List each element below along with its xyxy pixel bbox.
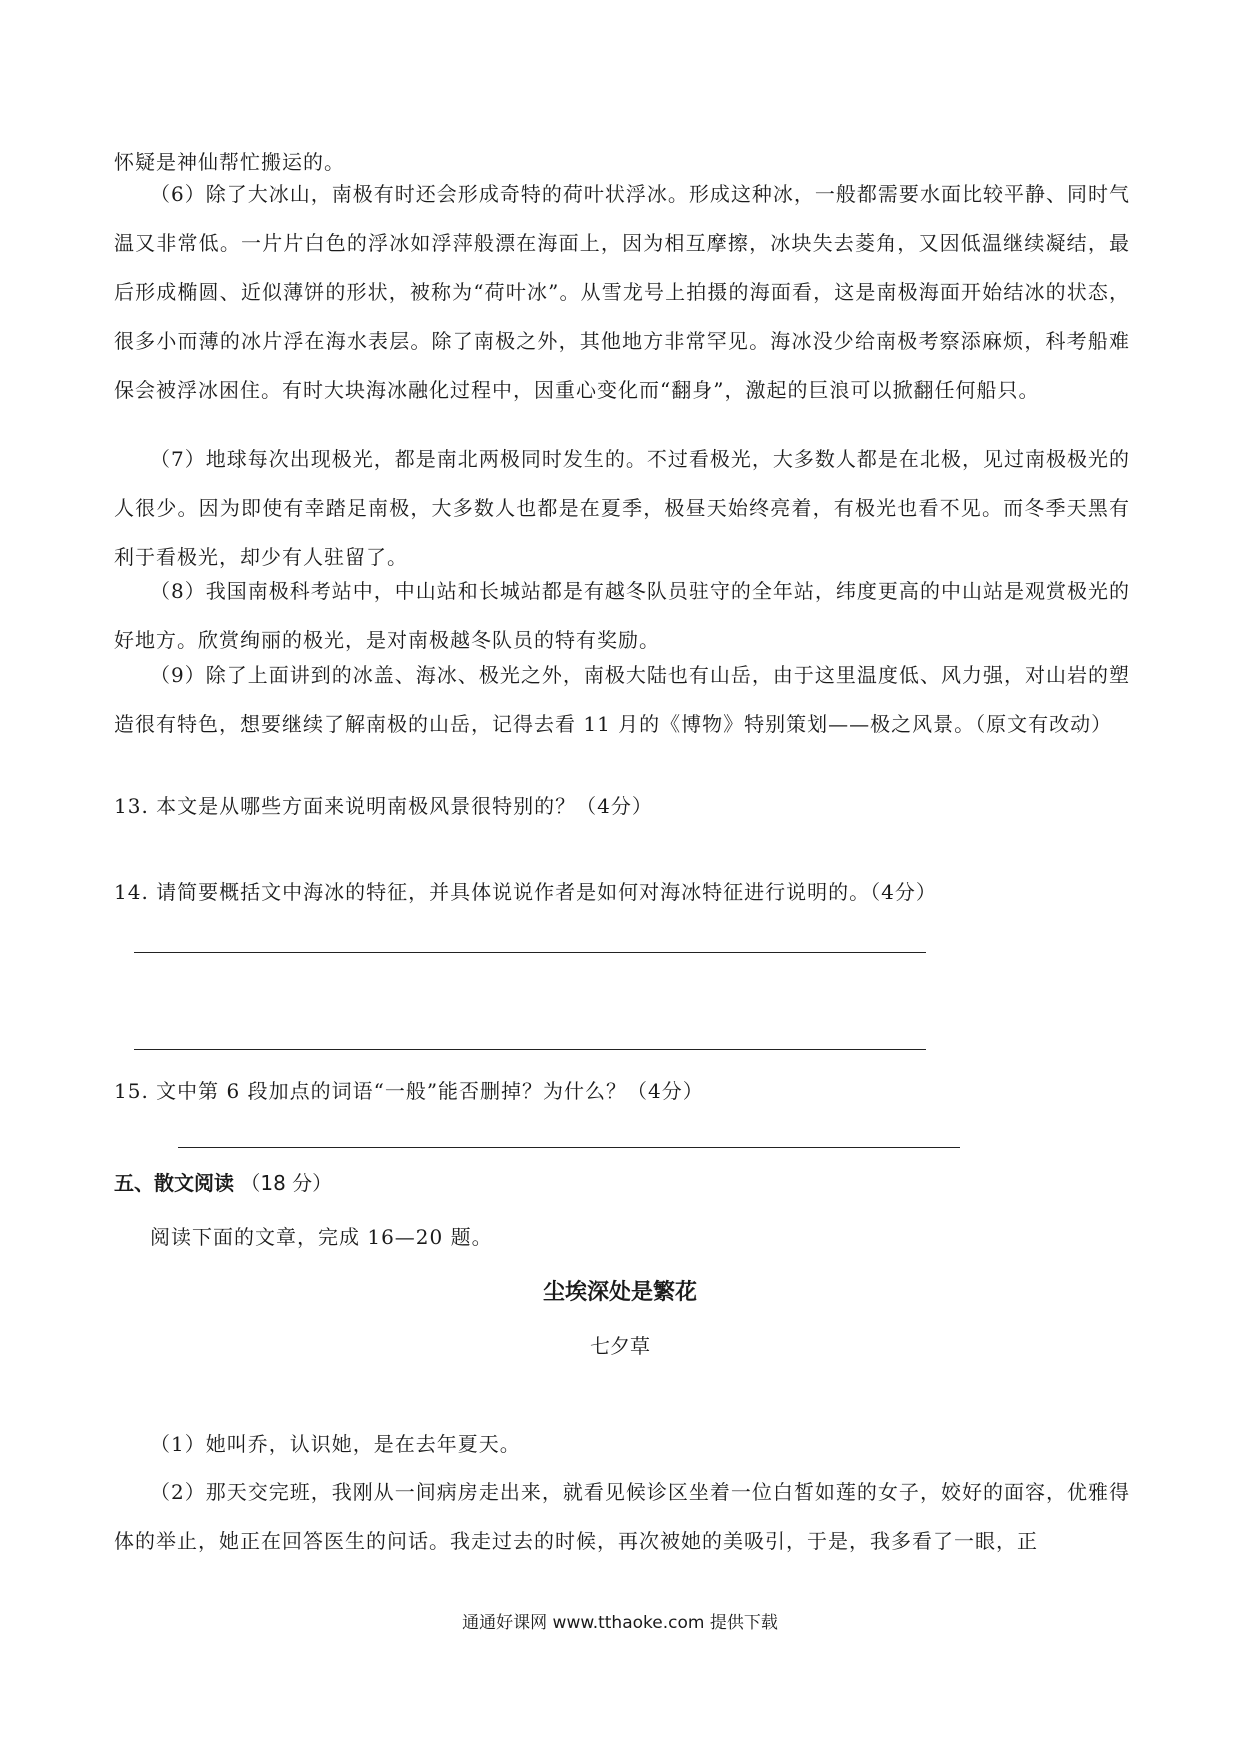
essay-title: 尘埃深处是繁花 (542, 1280, 697, 1305)
answer-line-14[interactable] (134, 1049, 926, 1050)
passage-paragraph-8: （8）我国南极科考站中，中山站和长城站都是有越冬队员驻守的全年站，纬度更高的中山站是观赏极光的好地方。欣赏绚丽的极光，是对南极越冬队员的特有奖励。 (114, 579, 1130, 652)
question-13: 13. 本文是从哪些方面来说明南极风景很特别的？（4分） (114, 794, 653, 818)
question-15: 15. 文中第 6 段加点的词语“一般”能否删掉？为什么？（4分） (114, 1079, 704, 1103)
section-instruction: 阅读下面的文章，完成 16—20 题。 (150, 1225, 493, 1249)
essay-author: 七夕草 (590, 1334, 650, 1358)
answer-line-13[interactable] (134, 952, 926, 953)
section-score: （18 分） (240, 1171, 333, 1195)
essay-paragraph-2: （2）那天交完班，我刚从一间病房走出来，就看见候诊区坐着一位白皙如莲的女子，姣好的面容，优雅得体的举止，她正在回答医生的问话。我走过去的时候，再次被她的美吸引，于是，我多看了一眼，正 (114, 1480, 1130, 1553)
passage-paragraph-7: （7）地球每次出现极光，都是南北两极同时发生的。不过看极光，大多数人都是在北极，见过南极极光的人很少。因为即使有幸踏足南极，大多数人也都是在夏季，极昼天始终亮着，有极光也看不见。而冬季天黑有利于看极光，却少有人驻留了。 (114, 447, 1130, 569)
question-14: 14. 请简要概括文中海冰的特征，并具体说说作者是如何对海冰特征进行说明的。（4分） (114, 880, 937, 904)
passage-paragraph-end: 怀疑是神仙帮忙搬运的。 (114, 150, 345, 174)
passage-paragraph-9: （9）除了上面讲到的冰盖、海冰、极光之外，南极大陆也有山岳，由于这里温度低、风力强，对山岩的塑造很有特色，想要继续了解南极的山岳，记得去看 11 月的《博物》特别策划——极之风景。（原文有改动） (114, 663, 1130, 736)
section-title: 五、散文阅读 (114, 1171, 234, 1195)
passage-paragraph-6: （6）除了大冰山，南极有时还会形成奇特的荷叶状浮冰。形成这种冰，一般都需要水面比较平静、同时气温又非常低。一片片白色的浮冰如浮萍般漂在海面上，因为相互摩擦，冰块失去菱角，又因低温继续凝结，最后形成椭圆、近似薄饼的形状，被称为“荷叶冰”。从雪龙号上拍摄的海面看，这是南极海面开始结冰的状态，很多小而薄的冰片浮在海水表层。除了南极之外，其他地方非常罕见。海冰没少给南极考察添麻烦，科考船难保会被浮冰困住。有时大块海冰融化过程中，因重心变化而“翻身”，激起的巨浪可以掀翻任何船只。 (114, 182, 1130, 402)
page-footer: 通通好课网 www.tthaoke.com 提供下载 (462, 1613, 778, 1633)
answer-line-15[interactable] (178, 1147, 960, 1148)
essay-paragraph-1: （1）她叫乔，认识她，是在去年夏天。 (150, 1432, 521, 1456)
section-heading (114, 1167, 332, 1196)
